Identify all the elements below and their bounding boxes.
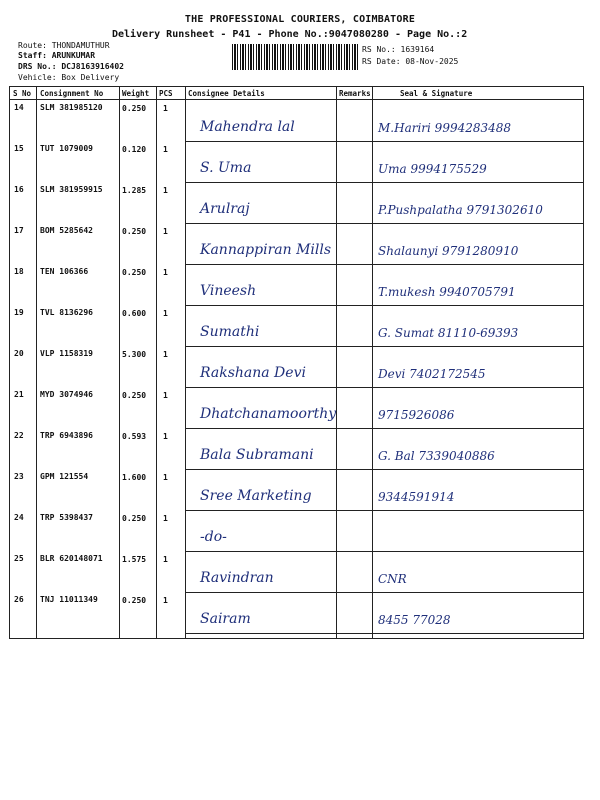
row-pieces: 1 [163,596,168,605]
row-consignee-name: Mahendra lal [200,119,295,135]
barcode [232,44,358,70]
column-divider [156,87,157,638]
row-consignment-number: SLM 381985120 [40,103,103,112]
row-divider [186,182,583,183]
row-consignee-name: Arulraj [200,201,250,217]
row-weight: 1.575 [122,555,147,564]
column-divider [36,87,37,638]
row-pieces: 1 [163,186,168,195]
row-weight: 0.250 [122,514,147,523]
route-label: Route: THONDAMUTHUR [18,41,110,50]
column-header-consignment: Consignment No [40,89,104,98]
row-weight: 1.285 [122,186,147,195]
row-consignment-number: GPM 121554 [40,472,89,481]
row-serial-number: 15 [14,144,24,153]
row-consignment-number: SLM 381959915 [40,185,103,194]
row-consignment-number: TEN 106366 [40,267,89,276]
row-serial-number: 20 [14,349,24,358]
row-consignee-name: Kannappiran Mills [200,242,332,258]
row-pieces: 1 [163,350,168,359]
row-signature: P.Pushpalatha 9791302610 [378,203,543,217]
row-consignee-name: Rakshana Devi [200,365,306,381]
column-header-weight: Weight [122,89,150,98]
row-consignment-number: VLP 1158319 [40,349,93,358]
column-divider [119,87,120,638]
vehicle-label: Vehicle: Box Delivery [18,73,120,82]
row-serial-number: 21 [14,390,24,399]
row-serial-number: 14 [14,103,24,112]
row-weight: 0.250 [122,268,147,277]
row-consignment-number: BOM 5285642 [40,226,93,235]
row-serial-number: 22 [14,431,24,440]
row-weight: 0.600 [122,309,147,318]
row-signature: M.Hariri 9994283488 [378,121,512,135]
row-signature: Uma 9994175529 [378,162,487,176]
row-divider [186,551,583,552]
row-weight: 1.600 [122,473,147,482]
row-consignee-name: S. Uma [200,160,252,176]
column-header-signature: Seal & Signature [400,89,473,98]
row-consignment-number: MYD 3074946 [40,390,93,399]
row-divider [186,387,583,388]
row-pieces: 1 [163,391,168,400]
row-pieces: 1 [163,473,168,482]
row-consignee-name: Sairam [200,611,251,627]
row-divider [186,592,583,593]
row-serial-number: 19 [14,308,24,317]
column-header-pcs: PCS [159,89,173,98]
row-divider [186,510,583,511]
row-consignee-name: Bala Subramani [200,447,314,463]
row-serial-number: 23 [14,472,24,481]
page-title: THE PROFESSIONAL COURIERS, COIMBATORE [184,14,416,25]
row-serial-number: 26 [14,595,24,604]
row-pieces: 1 [163,514,168,523]
column-divider [372,87,373,638]
row-signature: 8455 77028 [378,613,451,627]
row-pieces: 1 [163,104,168,113]
row-pieces: 1 [163,145,168,154]
row-signature: G. Sumat 81110-69393 [378,326,519,340]
row-divider [186,428,583,429]
row-signature: 9715926086 [378,408,455,422]
row-signature: 9344591914 [378,490,455,504]
row-divider [186,223,583,224]
row-consignee-name: -do- [200,529,227,545]
rs-date: RS Date: 08-Nov-2025 [362,57,459,66]
row-divider [186,264,583,265]
row-pieces: 1 [163,555,168,564]
drs-label: DRS No.: DCJ8163916402 [18,62,124,71]
row-divider [186,141,583,142]
row-serial-number: 18 [14,267,24,276]
column-divider [336,87,337,638]
row-consignment-number: TRP 5398437 [40,513,93,522]
row-consignment-number: TNJ 11011349 [40,595,98,604]
rs-number: RS No.: 1639164 [362,45,435,54]
row-pieces: 1 [163,432,168,441]
row-signature: G. Bal 7339040886 [378,449,495,463]
row-divider [186,633,583,634]
row-weight: 5.300 [122,350,147,359]
row-weight: 0.250 [122,596,147,605]
row-divider [186,346,583,347]
row-serial-number: 25 [14,554,24,563]
row-consignment-number: TVL 8136296 [40,308,93,317]
row-pieces: 1 [163,227,168,236]
column-divider [185,87,186,638]
row-signature: CNR [378,572,407,586]
row-consignment-number: TUT 1079009 [40,144,93,153]
row-consignee-name: Sree Marketing [200,488,312,504]
row-divider [186,469,583,470]
row-consignee-name: Vineesh [200,283,257,299]
row-serial-number: 24 [14,513,24,522]
row-consignee-name: Ravindran [200,570,274,586]
row-weight: 0.120 [122,145,147,154]
row-consignment-number: BLR 620148071 [40,554,103,563]
row-consignee-name: Dhatchanamoorthy [200,406,337,422]
row-weight: 0.250 [122,227,147,236]
row-signature: T.mukesh 9940705791 [378,285,516,299]
runsheet-table [9,86,584,639]
column-header-sno: S No [13,89,32,98]
column-header-consignee: Consignee Details [188,89,265,98]
header-divider [10,99,583,100]
row-weight: 0.250 [122,104,147,113]
row-signature: Shalaunyi 9791280910 [378,244,519,258]
row-pieces: 1 [163,309,168,318]
column-header-remarks: Remarks [339,89,371,98]
row-consignment-number: TRP 6943896 [40,431,93,440]
row-weight: 0.250 [122,391,147,400]
staff-label: Staff: ARUNKUMAR [18,51,96,60]
row-serial-number: 17 [14,226,24,235]
row-signature: Devi 7402172545 [378,367,486,381]
runsheet-subtitle: Delivery Runsheet - P41 - Phone No.:9047080280 - Page No.:2 [112,29,468,40]
row-pieces: 1 [163,268,168,277]
row-weight: 0.593 [122,432,147,441]
row-serial-number: 16 [14,185,24,194]
row-consignee-name: Sumathi [200,324,260,340]
row-divider [186,305,583,306]
